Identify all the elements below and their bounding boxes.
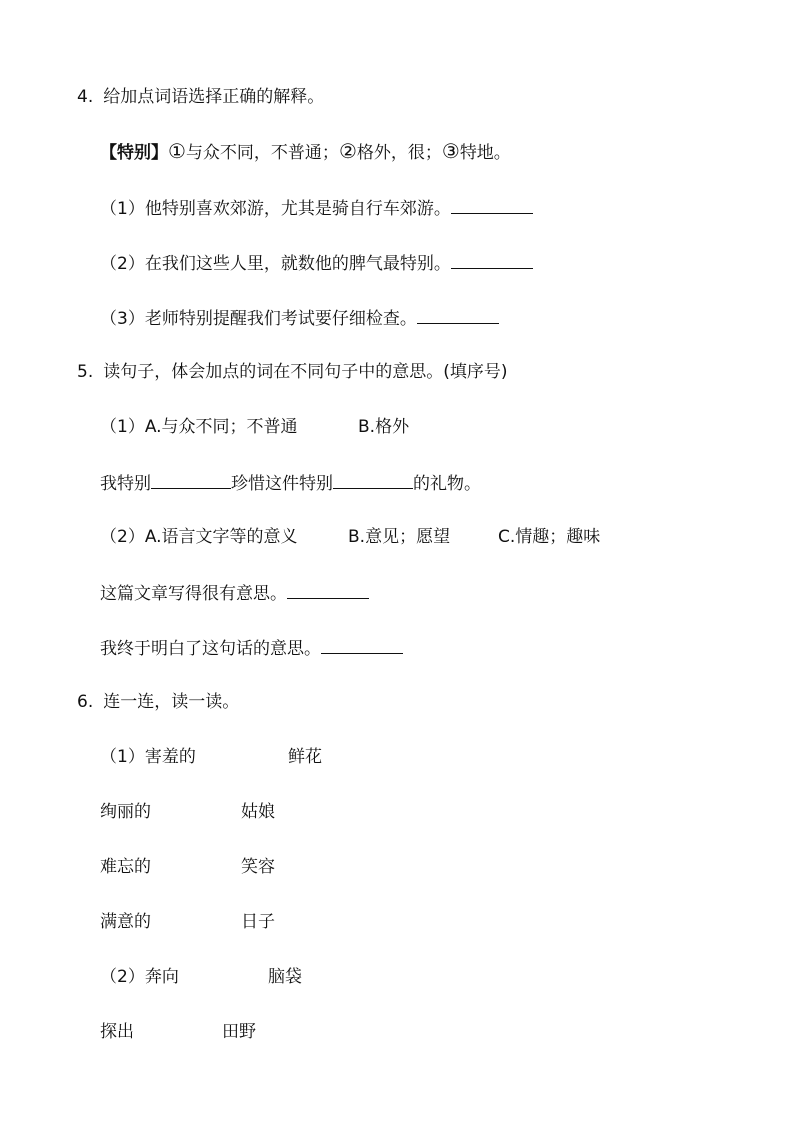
q5-number: 5. [77, 362, 94, 382]
q5-sentence-2 [100, 581, 369, 605]
q6-pair [100, 911, 275, 933]
q5-heading [77, 361, 508, 383]
q4-term: 【特别】 [100, 143, 168, 163]
q4-item-2 [100, 251, 533, 275]
circled-three-icon: ③ [441, 139, 460, 163]
q4-item-1 [100, 196, 533, 220]
answer-blank[interactable] [417, 306, 499, 324]
q6-pair [100, 746, 322, 768]
q4-item-text: （1）他特别喜欢郊游，尤其是骑自行车郊游。 [100, 199, 451, 219]
q6-prompt: 连一连，读一读。 [103, 692, 240, 712]
q5-sentence1-a: 我特别 [100, 474, 151, 494]
circled-one-icon: ① [168, 139, 186, 163]
q6-heading [77, 691, 239, 713]
q6-left-word[interactable]: 绚丽的 [100, 802, 151, 822]
q5-part1-options [100, 416, 410, 438]
q4-definitions [100, 141, 511, 164]
q6-pair [100, 1021, 256, 1043]
q5-part2-option-c: C.情趣；趣味 [498, 527, 601, 547]
q5-sentence1-b: 珍惜这件特别 [231, 474, 333, 494]
answer-blank[interactable] [333, 471, 413, 489]
q6-number: 6. [77, 692, 94, 712]
q6-pair [100, 966, 302, 988]
q4-option-2: 格外，很； [356, 143, 442, 163]
q5-part2-option-b: B.意见；愿望 [348, 527, 451, 547]
q5-sentence1-c: 的礼物。 [413, 474, 481, 494]
q5-sentence-1 [100, 471, 481, 495]
q6-right-word[interactable]: 田野 [222, 1022, 256, 1042]
q5-sentence2-text: 这篇文章写得很有意思。 [100, 584, 287, 604]
q6-right-word[interactable]: 笑容 [241, 857, 275, 877]
q6-right-word[interactable]: 日子 [241, 912, 275, 932]
circled-two-icon: ② [338, 139, 357, 163]
q6-left-word[interactable]: 满意的 [100, 912, 151, 932]
q4-prompt: 给加点词语选择正确的解释。 [103, 87, 325, 107]
q4-option-3: 特地。 [459, 143, 511, 163]
q4-heading [77, 86, 324, 108]
q5-part2-label: （2）A.语言文字等的意义 [100, 527, 298, 547]
q5-sentence-3 [100, 636, 403, 660]
q6-right-word[interactable]: 姑娘 [241, 802, 275, 822]
q4-option-1: 与众不同，不普通； [185, 143, 339, 163]
q6-left-word[interactable]: 探出 [100, 1022, 134, 1042]
q5-sentence3-text: 我终于明白了这句话的意思。 [100, 639, 321, 659]
q4-item-text: （3）老师特别提醒我们考试要仔细检查。 [100, 309, 417, 329]
answer-blank[interactable] [451, 196, 533, 214]
q5-part1-option-b: B.格外 [358, 417, 410, 437]
answer-blank[interactable] [151, 471, 231, 489]
q4-number: 4. [77, 87, 94, 107]
q6-left-word[interactable]: （1）害羞的 [100, 747, 196, 767]
q6-pair [100, 801, 275, 823]
q6-pair [100, 856, 275, 878]
answer-blank[interactable] [287, 581, 369, 599]
q5-part1-label: （1）A.与众不同；不普通 [100, 417, 298, 437]
q6-left-word[interactable]: 难忘的 [100, 857, 151, 877]
q4-item-3 [100, 306, 499, 330]
q5-prompt: 读句子，体会加点的词在不同句子中的意思。(填序号) [103, 362, 508, 382]
q6-right-word[interactable]: 脑袋 [268, 967, 302, 987]
q6-left-word[interactable]: （2）奔向 [100, 967, 179, 987]
q6-right-word[interactable]: 鲜花 [288, 747, 322, 767]
answer-blank[interactable] [321, 636, 403, 654]
answer-blank[interactable] [451, 251, 533, 269]
q4-item-text: （2）在我们这些人里，就数他的脾气最特别。 [100, 254, 451, 274]
q5-part2-options [100, 526, 601, 548]
